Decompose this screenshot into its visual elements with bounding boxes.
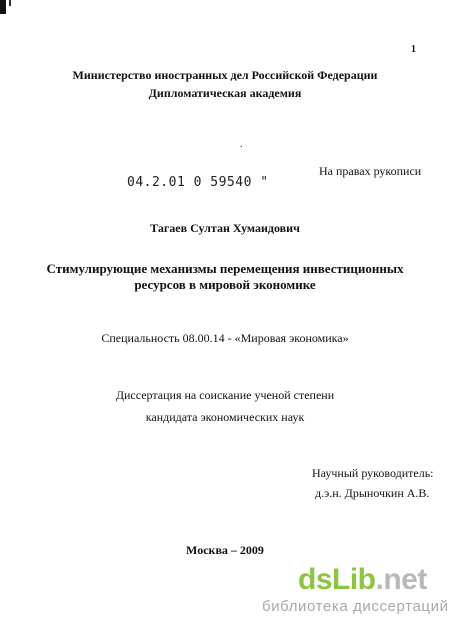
stray-dot: . xyxy=(240,139,243,150)
dissertation-title-line-1: Стимулирующие механизмы перемещения инвестиционных xyxy=(46,261,404,276)
watermark-logo-net: .net xyxy=(375,563,427,596)
manuscript-rights-label: На правах рукописи xyxy=(319,164,422,178)
degree-line-2: кандидата экономических наук xyxy=(145,410,305,424)
supervisor-name: д.э.н. Дрыночкин А.В. xyxy=(315,486,430,500)
scan-edge-mark-small xyxy=(9,0,11,6)
degree-line-1: Диссертация на соискание ученой степени xyxy=(115,388,335,402)
scan-edge-mark xyxy=(0,0,6,14)
dissertation-title-line-2: ресурсов в мировой экономике xyxy=(134,277,316,292)
watermark-subtitle: библиотека диссертаций xyxy=(262,598,449,615)
watermark-logo-lib: Lib xyxy=(332,563,376,596)
academy-heading: Дипломатическая академия xyxy=(148,86,302,100)
author-name: Тагаев Султан Хумаидович xyxy=(150,221,300,235)
ministry-heading: Министерство иностранных дел Российской Федерации xyxy=(72,68,378,82)
city-year: Москва – 2009 xyxy=(186,543,264,557)
library-stamp-number: 04.2.01 0 59540 " xyxy=(127,175,269,190)
specialty-line: Специальность 08.00.14 - «Мировая экономика» xyxy=(101,331,349,345)
watermark-logo-ds: ds xyxy=(298,563,333,596)
supervisor-label: Научный руководитель: xyxy=(312,466,434,480)
page-number: 1 xyxy=(411,44,416,55)
dslib-watermark-logo xyxy=(298,563,427,597)
